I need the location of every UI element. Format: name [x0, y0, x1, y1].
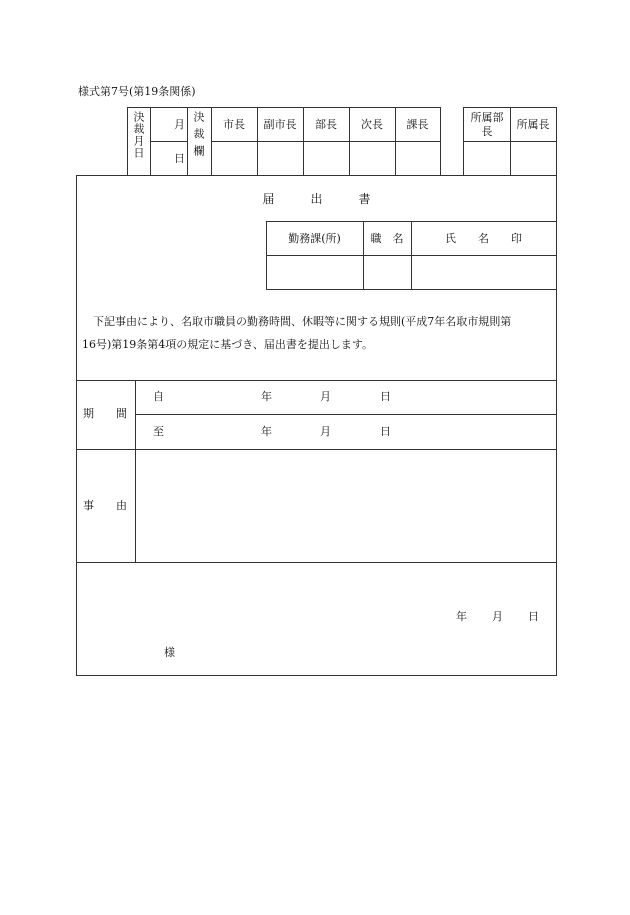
reason-label: 事 由	[83, 499, 127, 512]
period-to-prefix: 至	[153, 425, 164, 438]
position-header: 職 名	[370, 231, 404, 245]
role-affiliation-director: 所属部長	[470, 111, 504, 138]
period-label: 期 間	[83, 407, 127, 420]
statement-line-1: 下記事由により、名取市職員の勤務時間、休暇等に関する規則(平成7年名取市規則第	[93, 315, 512, 328]
name-field[interactable]	[411, 256, 556, 289]
period-to-month: 月	[320, 425, 331, 438]
role-director: 部長	[315, 117, 337, 131]
decision-date-label: 決裁月日	[132, 111, 145, 159]
role-deputy-mayor: 副市長	[263, 117, 297, 131]
office-header: 勤務課(所)	[288, 231, 341, 245]
period-from-prefix: 自	[153, 390, 164, 403]
role-deputy-director: 次長	[361, 117, 383, 131]
submission-month: 月	[492, 610, 503, 623]
period-from-year: 年	[261, 390, 272, 403]
statement-line-2: 16号)第19条第4項の規定に基づき、届出書を提出します。	[82, 338, 373, 351]
name-header: 氏 名 印	[445, 231, 522, 245]
submission-day: 日	[528, 610, 539, 623]
position-field[interactable]	[363, 256, 411, 289]
stamp-box-affiliation-director[interactable]	[463, 142, 510, 175]
stamp-box-director[interactable]	[303, 142, 349, 175]
decision-column-label: 決裁欄	[192, 111, 205, 162]
stamp-box-section-chief[interactable]	[395, 142, 440, 175]
period-from-month: 月	[320, 390, 331, 403]
reason-field[interactable]	[136, 450, 556, 562]
addressee-suffix: 様	[164, 646, 175, 659]
submission-year: 年	[456, 610, 467, 623]
period-from-day: 日	[380, 390, 391, 403]
office-field[interactable]	[266, 256, 363, 289]
stamp-box-mayor[interactable]	[211, 142, 257, 175]
role-mayor: 市長	[223, 117, 245, 131]
role-section-chief: 課長	[406, 117, 429, 131]
form-title: 届 出 書	[262, 192, 371, 206]
stamp-box-deputy-mayor[interactable]	[257, 142, 303, 175]
month-label: 月	[174, 118, 185, 131]
stamp-box-deputy-director[interactable]	[349, 142, 395, 175]
period-to-year: 年	[261, 425, 272, 438]
role-affiliation-head: 所属長	[516, 117, 550, 131]
day-label: 日	[174, 152, 185, 165]
form-number: 様式第7号(第19条関係)	[78, 85, 196, 98]
period-to-day: 日	[380, 425, 391, 438]
stamp-box-affiliation-head[interactable]	[510, 142, 556, 175]
